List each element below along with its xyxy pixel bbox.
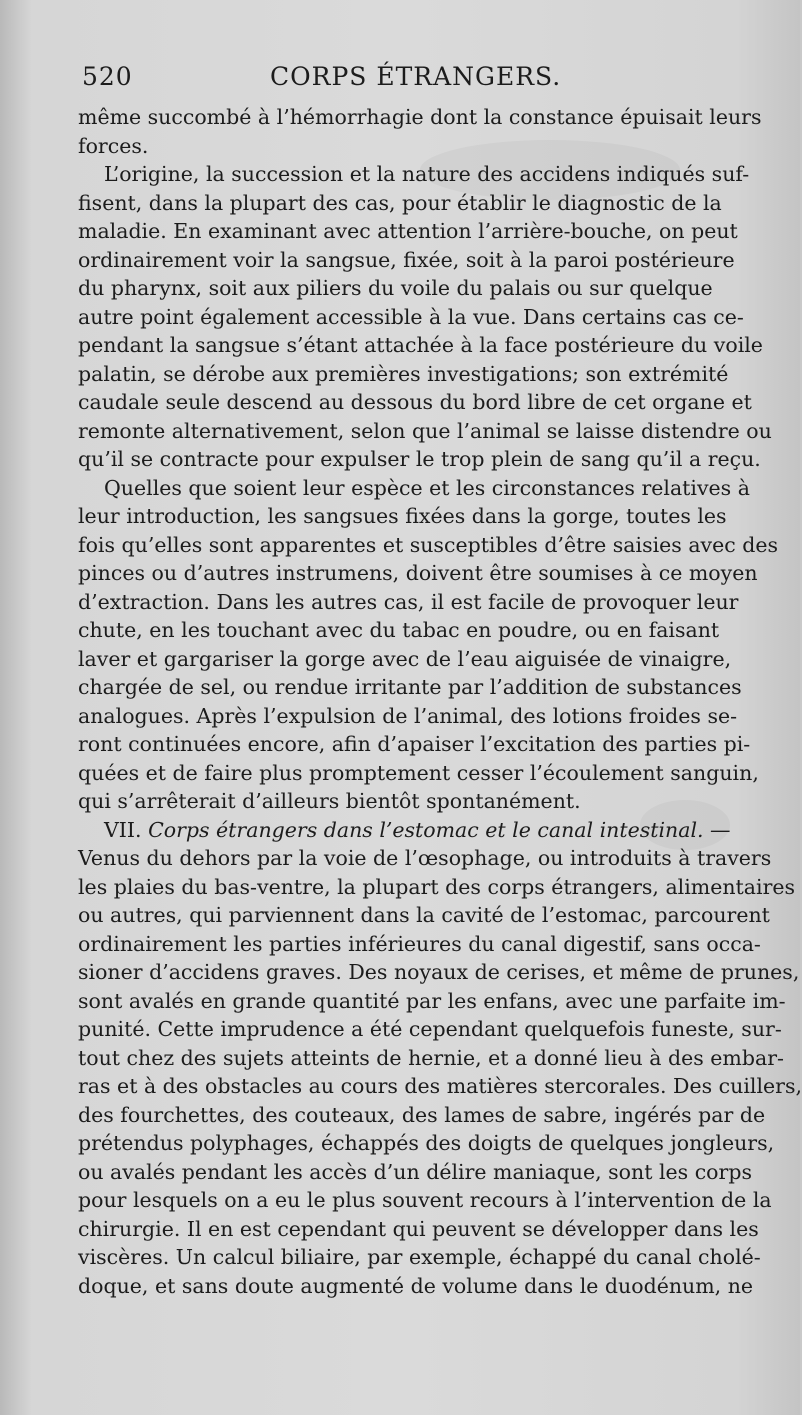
page-header <box>82 62 722 98</box>
text-line: chirurgie. Il en est cependant qui peuvent se développer dans les <box>78 1216 759 1241</box>
text-line: Quelles que soient leur espèce et les circonstances relatives à <box>104 475 750 500</box>
page-number: 520 <box>82 62 133 91</box>
text-line: remonte alternativement, selon que l’animal se laisse distendre ou <box>78 418 772 443</box>
section-heading <box>78 816 731 845</box>
text-line: sioner d’accidens graves. Des noyaux de cerises, et même de prunes, <box>78 960 800 984</box>
text-line: punité. Cette imprudence a été cependant quelquefois funeste, sur- <box>78 1017 782 1041</box>
section-number: VII. <box>104 817 142 842</box>
text-line: des fourchettes, des couteaux, des lames de sabre, ingérés par de <box>78 1102 766 1127</box>
text-line: ras et à des obstacles au cours des matières stercorales. Des cuillers, <box>78 1074 802 1098</box>
text-line: tout chez des sujets atteints de hernie, et a donné lieu à des embar- <box>78 1045 784 1070</box>
text-line: pendant la sangsue s’étant attachée à la face postérieure du voile <box>78 333 763 357</box>
text-line: chargée de sel, ou rendue irritante par l’addition de substances <box>78 675 742 699</box>
text-line: maladie. En examinant avec attention l’arrière-bouche, on peut <box>78 219 738 243</box>
text-line: leur introduction, les sangsues fixées dans la gorge, toutes les <box>78 504 727 528</box>
text-line: analogues. Après l’expulsion de l’animal, des lotions froides se- <box>78 703 738 728</box>
text-line: caudale seule descend au dessous du bord libre de cet organe et <box>78 390 752 414</box>
text-line: ordinairement voir la sangsue, fixée, soit à la paroi postérieure <box>78 247 735 272</box>
text-line: ou avalés pendant les accès d’un délire maniaque, sont les corps <box>78 1159 752 1184</box>
text-line: palatin, se dérobe aux premières investigations; son extrémité <box>78 361 729 386</box>
text-line: ront continuées encore, afin d’apaiser l’excitation des parties pi- <box>78 732 751 756</box>
text-line: quées et de faire plus promptement cesser l’écoulement sanguin, <box>78 760 759 785</box>
running-title: CORPS ÉTRANGERS. <box>270 62 562 91</box>
text-line: pinces ou d’autres instrumens, doivent être soumises à ce moyen <box>78 561 758 585</box>
text-line: qui s’arrêterait d’ailleurs bientôt spontanément. <box>78 789 581 813</box>
text-line: prétendus polyphages, échappés des doigts de quelques jongleurs, <box>78 1131 775 1155</box>
text-line: forces. <box>78 133 149 158</box>
text-line: pour lesquels on a eu le plus souvent recours à l’intervention de la <box>78 1188 772 1212</box>
text-line: fois qu’elles sont apparentes et susceptibles d’être saisies avec des <box>78 532 779 557</box>
text-line: ordinairement les parties inférieures du canal digestif, sans occa- <box>78 931 761 956</box>
text-line: qu’il se contracte pour expulser le trop plein de sang qu’il a reçu. <box>78 447 761 471</box>
text-line: les plaies du bas-ventre, la plupart des corps étrangers, alimentaires <box>78 874 796 899</box>
text-line: sont avalés en grande quantité par les enfans, avec une parfaite im- <box>78 988 786 1013</box>
text-line: même succombé à l’hémorrhagie dont la constance épuisait leurs <box>78 105 762 129</box>
text-line: autre point également accessible à la vue. Dans certains cas ce- <box>78 304 744 329</box>
text-line: laver et gargariser la gorge avec de l’eau aiguisée de vinaigre, <box>78 646 732 671</box>
text-line: Venus du dehors par la voie de l’œsophage, ou introduits à travers <box>78 846 772 870</box>
text-line: d’extraction. Dans les autres cas, il est facile de provoquer leur <box>78 589 739 614</box>
text-line: L’origine, la succession et la nature des accidens indiqués suf- <box>104 162 750 186</box>
text-line: du pharynx, soit aux piliers du voile du palais ou sur quelque <box>78 276 713 300</box>
text-line: chute, en les touchant avec du tabac en poudre, ou en faisant <box>78 618 720 642</box>
section-title: Corps étrangers dans l’estomac et le canal intestinal. — <box>148 817 731 842</box>
text-line: fisent, dans la plupart des cas, pour établir le diagnostic de la <box>78 190 722 215</box>
text-line: ou autres, qui parviennent dans la cavité de l’estomac, parcourent <box>78 903 770 927</box>
text-line: viscères. Un calcul biliaire, par exemple, échappé du canal cholé- <box>78 1245 761 1269</box>
text-line: doque, et sans doute augmenté de volume dans le duodénum, ne <box>78 1273 754 1298</box>
body-text <box>78 103 802 1300</box>
